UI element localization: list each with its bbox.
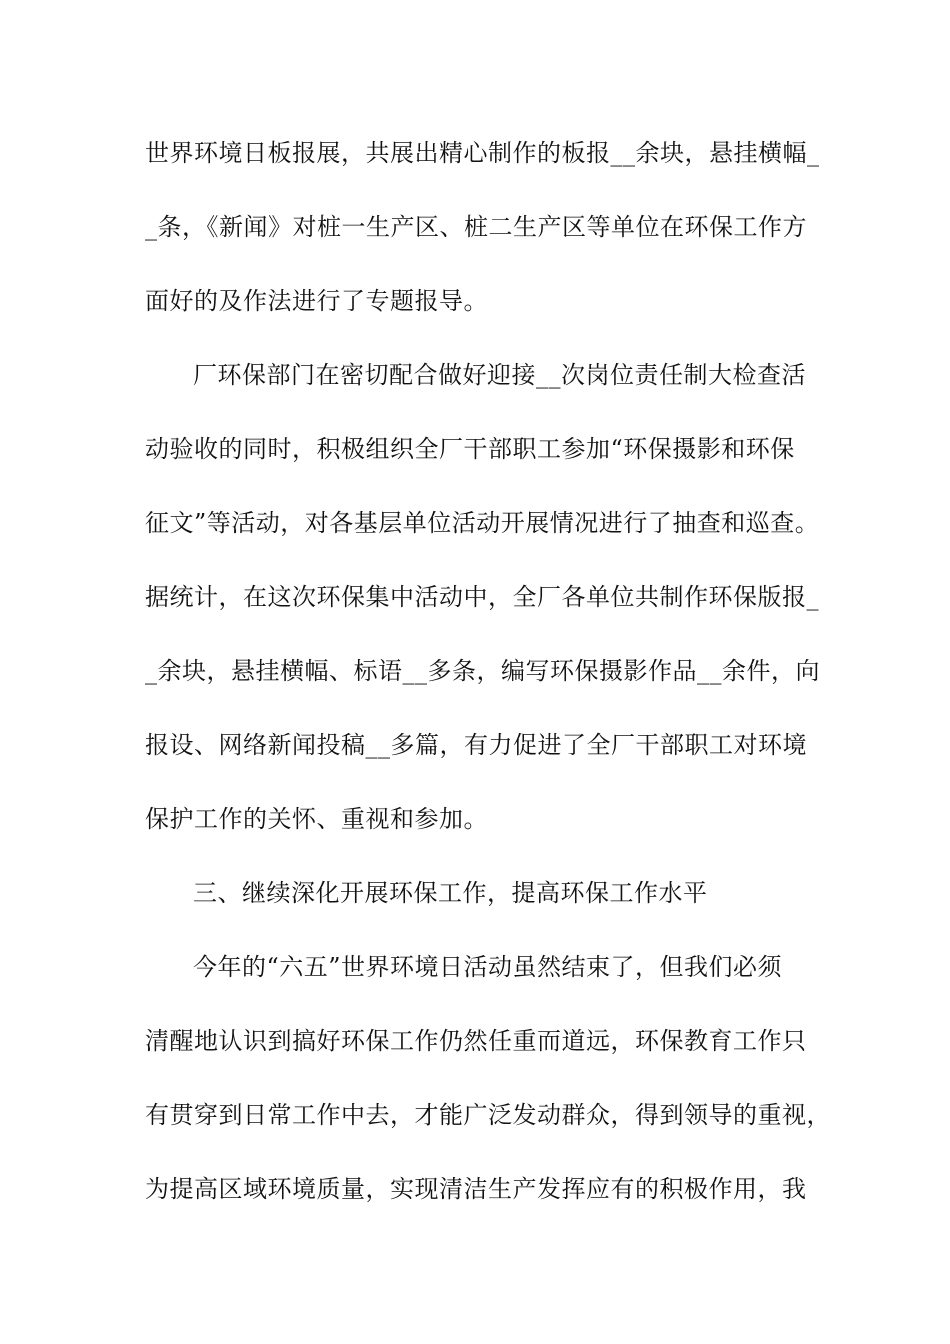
text-line: 世界环境日板报展，共展出精心制作的板报__余块，悬挂横幅_: [145, 139, 820, 167]
paragraph-first-line: 厂环保部门在密切配合做好迎接__次岗位责任制大检查活: [193, 361, 806, 389]
text-line: 报设、网络新闻投稿__多篇，有力促进了全厂干部职工对环境: [145, 731, 807, 759]
text-line: 征文”等活动，对各基层单位活动开展情况进行了抽查和巡查。: [145, 509, 820, 537]
text-line: _余块，悬挂横幅、标语__多条，编写环保摄影作品__余件，向: [145, 657, 820, 685]
text-line: 有贯穿到日常工作中去，才能广泛发动群众，得到领导的重视，: [145, 1101, 831, 1129]
text-line: 保护工作的关怀、重视和参加。: [145, 805, 488, 833]
text-line: _条，《新闻》对桩一生产区、桩二生产区等单位在环保工作方: [145, 213, 807, 241]
text-line: 面好的及作法进行了专题报导。: [145, 287, 488, 315]
text-line: 清醒地认识到搞好环保工作仍然任重而道远，环保教育工作只: [145, 1027, 807, 1055]
paragraph-first-line: 今年的“六五”世界环境日活动虽然结束了，但我们必须: [193, 953, 783, 981]
text-line: 据统计，在这次环保集中活动中，全厂各单位共制作环保版报_: [145, 583, 819, 611]
text-line: 动验收的同时，积极组织全厂干部职工参加“环保摄影和环保: [145, 435, 795, 463]
section-heading: 三、继续深化开展环保工作，提高环保工作水平: [193, 879, 708, 907]
text-line: 为提高区域环境质量，实现清洁生产发挥应有的积极作用，我: [145, 1175, 807, 1203]
